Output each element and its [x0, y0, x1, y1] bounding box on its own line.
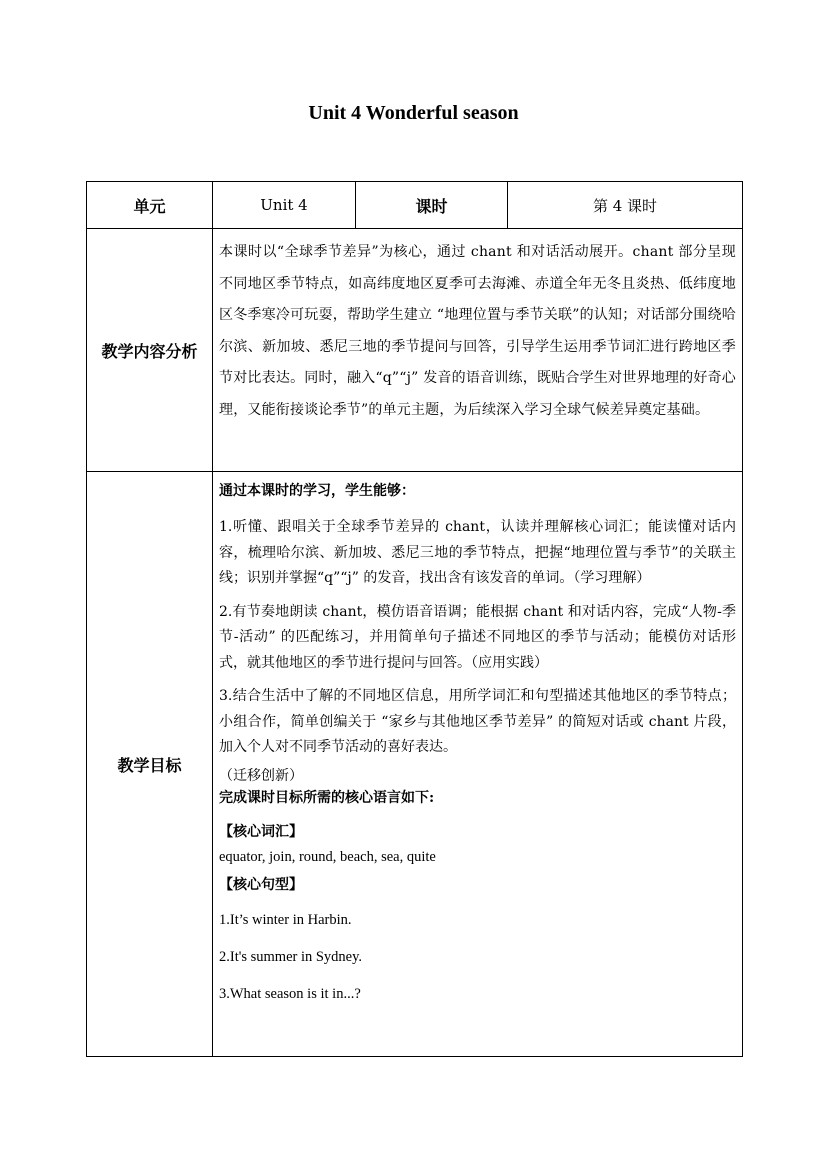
objectives-label: 教学目标 [87, 472, 213, 1057]
document-title: Unit 4 Wonderful season [308, 102, 519, 124]
core-sentence-3: 3.What season is it in...? [219, 985, 361, 1002]
content-analysis-row [87, 229, 743, 472]
objective-item-2: 2.有节奏地朗读 chant，模仿语音语调；能根据 chant 和对话内容，完成“人物-季节-活动” 的匹配练习，并用简单句子描述不同地区的季节与活动；能模仿对话形式，就其他地区的季节进行提问与回答。（应用实践） [219, 603, 736, 671]
core-sentence-2: 2.It's summer in Sydney. [219, 948, 363, 965]
vocab-list: equator, join, round, beach, sea, quite [219, 848, 436, 865]
core-language-intro: 完成课时目标所需的核心语言如下: [219, 789, 435, 806]
content-analysis-text: 本课时以“全球季节差异”为核心，通过 chant 和对话活动展开。chant 部分呈现不同地区季节特点，如高纬度地区夏季可去海滩、赤道全年无冬且炎热、低纬度地区冬季寒冷可玩耍，帮助学生建立 “地理位置与季节关联”的认知；对话部分围绕哈尔滨、新加坡、悉尼三地的季节提问与回答，引导学生运用季节词汇进行跨地区季节对比表达。同时，融入“q”“j” 发音的语音训练，既贴合学生对世界地理的好奇心理，又能衔接谈论季节”的单元主题，为后续深入学习全球气候差异奠定基础。 [219, 244, 736, 418]
objective-item-1: 1.听懂、跟唱关于全球季节差异的 chant，认读并理解核心词汇；能读懂对话内容，梳理哈尔滨、新加坡、悉尼三地的季节特点，把握“地理位置与季节”的关联主线；识别并掌握“q”“j” 的发音，找出含有该发音的单词。（学习理解） [219, 519, 736, 586]
objectives-row [87, 472, 743, 1057]
header-row [87, 182, 743, 229]
unit-value: Unit 4 [213, 182, 356, 229]
objectives-lead: 通过本课时的学习，学生能够： [219, 483, 415, 499]
unit-label: 单元 [87, 182, 213, 229]
core-sentence-1: 1.It’s winter in Harbin. [219, 911, 352, 928]
objectives-cell [213, 472, 743, 1057]
content-analysis-cell [213, 229, 743, 472]
period-label: 课时 [356, 182, 508, 229]
lesson-plan-table [86, 181, 743, 1057]
objective-item-3: 3.结合生活中了解的不同地区信息，用所学词汇和句型描述其他地区的季节特点；小组合作，简单创编关于 “家乡与其他地区季节差异” 的简短对话或 chant 片段，加入个人对不同季节活动的喜好表达。 [219, 688, 736, 755]
objective-item-3-tail: （迁移创新） [219, 767, 303, 784]
period-value: 第 4 课时 [508, 182, 743, 229]
content-analysis-label: 教学内容分析 [87, 229, 213, 472]
vocab-heading: 【核心词汇】 [219, 823, 303, 840]
sentence-heading: 【核心句型】 [219, 876, 303, 893]
